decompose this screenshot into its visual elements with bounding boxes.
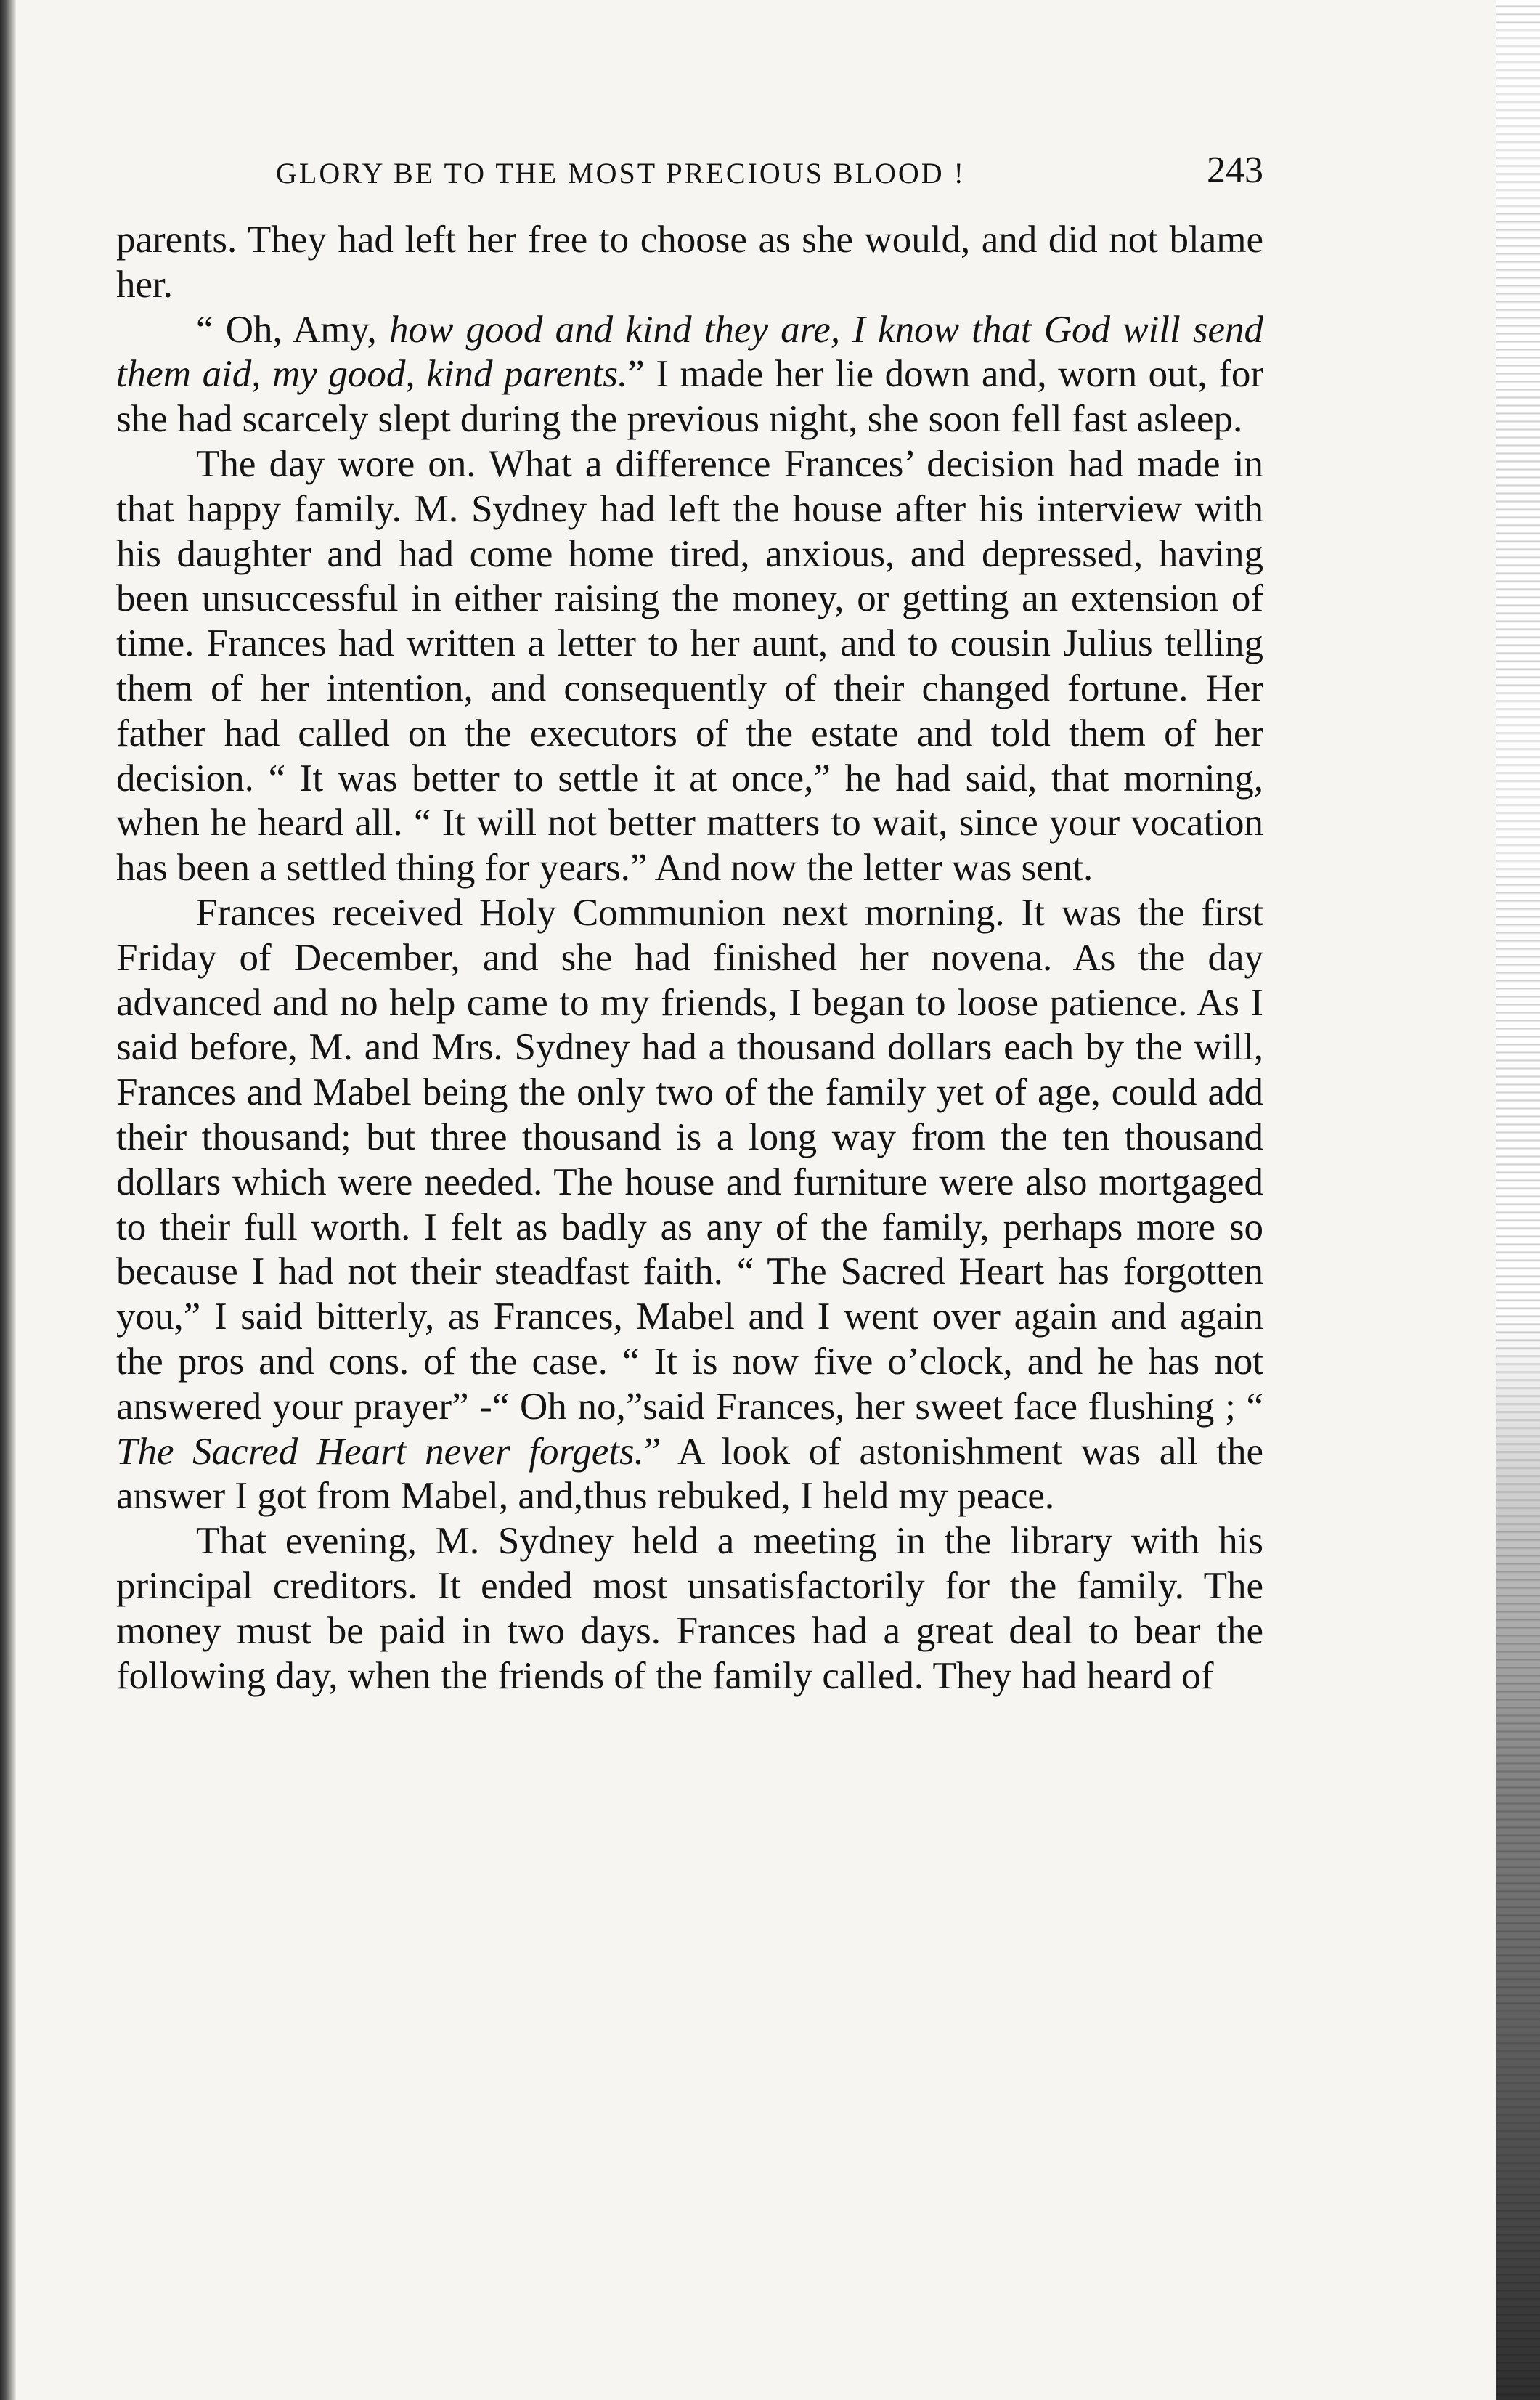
text-segment: ” I made her lie down and, worn out, for she had scarcely slept during the previous night, she soon fell fast asleep.	[116, 353, 1263, 441]
text-segment: “ Oh, Amy,	[196, 308, 389, 351]
page-edge-left	[0, 0, 16, 2400]
text-segment: parents. They had left her free to choose as she would, and did not blame her.	[116, 219, 1263, 306]
page-header	[276, 149, 1263, 200]
page-number: 243	[1207, 150, 1263, 191]
running-head: GLORY BE TO THE MOST PRECIOUS BLOOD !	[276, 157, 966, 190]
italic-text-segment: The Sacred Heart never forgets.	[116, 1430, 644, 1473]
text-segment: Frances received Holy Communion next morning. It was the first Friday of December, and she had finished her novena. As the day advanced and no help came to my friends, I began to loose patience. As I said before, M. and Mrs. Sydney had a thousand dollars each by the will, Frances and Mabel being the only two of the family yet of age, could add their thousand; but three thousand is a long way from the ten thousand dollars which were needed. The house and furniture were also mortgaged to their full worth. I felt as badly as any of the family, perhaps more so because I had not their steadfast faith. “ The Sacred Heart has forgotten you,” I said bitterly, as Frances, Mabel and I went over again and again the pros and cons. of the case. “ It is now five o’clock, and he has not answered your prayer” -“ Oh no,”said Frances, her sweet face flushing ; “	[116, 891, 1263, 1428]
paragraph	[116, 1519, 1263, 1699]
page-edge-shadow	[1496, 1311, 1540, 2400]
page-edge-right	[1496, 0, 1540, 2400]
italic-text-segment: how good and kind they are, I know that God will send them aid, my good, kind parents.	[116, 308, 1263, 396]
paragraph	[116, 442, 1263, 891]
paragraph	[116, 308, 1263, 442]
paragraph	[116, 218, 1263, 308]
text-segment: ” A look of astonishment was all the answer I got from Mabel, and,thus rebuked, I held my peace.	[116, 1430, 1264, 1518]
paragraph	[116, 891, 1263, 1519]
text-segment: The day wore on. What a difference Frances’ decision had made in that happy family. M. Sydney had left the house after his interview with his daughter and had come home tired, anxious, and depressed, having been unsuccessful in either raising the money, or getting an extension of time. Frances had written a letter to her aunt, and to cousin Julius telling them of her intention, and consequently of their changed fortune. Her father had called on the executors of the estate and told them of her decision. “ It was better to settle it at once,” he had said, that morning, when he heard all. “ It will not better matters to wait, since your vocation has been a settled thing for years.” And now the letter was sent.	[116, 442, 1263, 890]
body-text	[116, 218, 1263, 1699]
text-segment: That evening, M. Sydney held a meeting in the library with his principal creditors. It ended most unsatisfactorily for the family. The money must be paid in two days. Frances had a great deal to bear the following day, when the friends of the family called. They had heard of	[116, 1520, 1263, 1697]
